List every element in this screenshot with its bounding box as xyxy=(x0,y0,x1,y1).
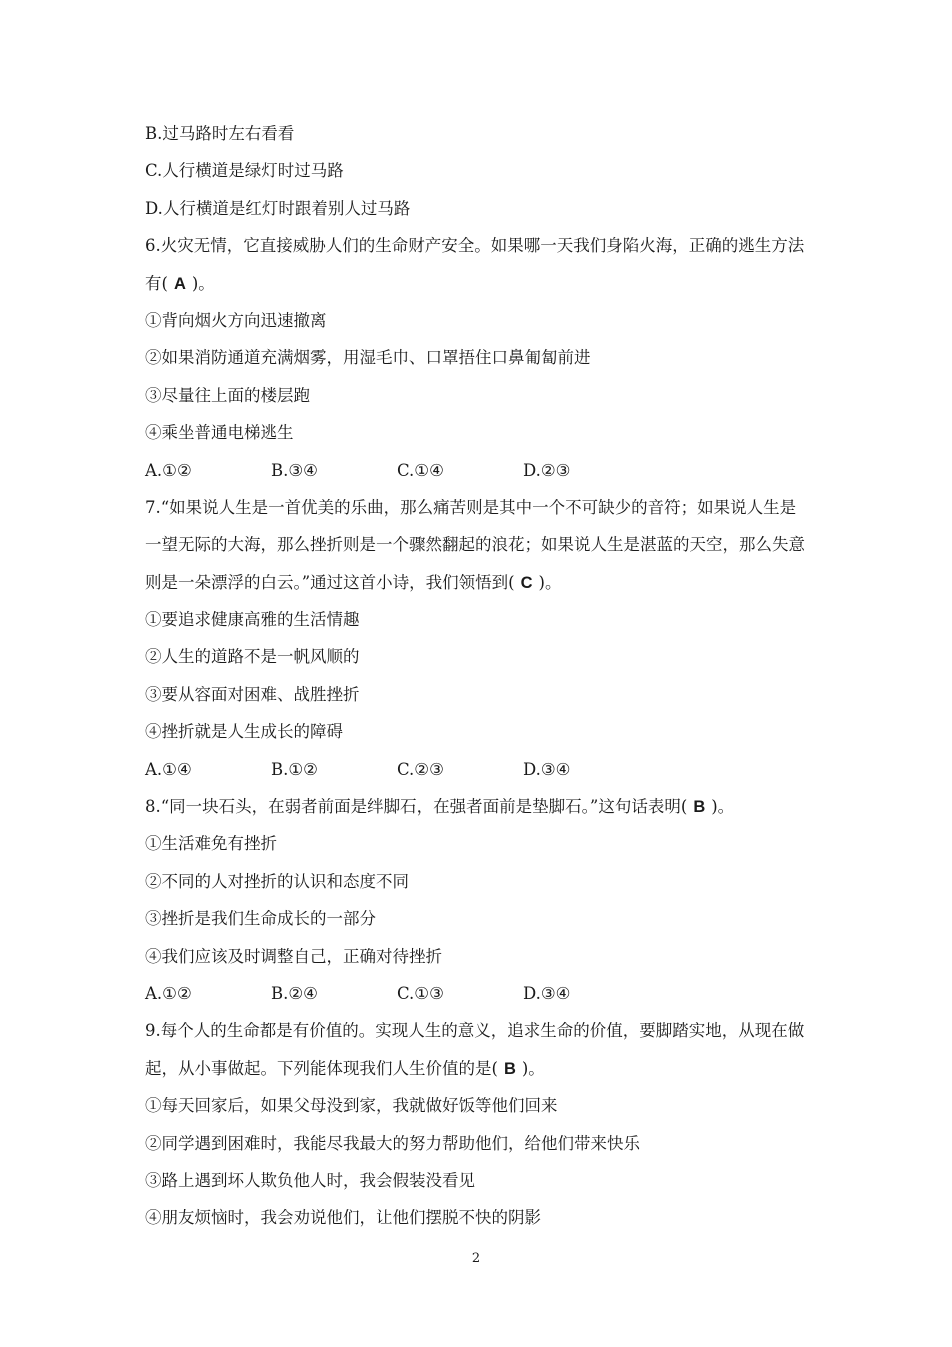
q8-choice-d: D.③④ xyxy=(523,983,571,1003)
q5-option-d: D.人行横道是红灯时跟着别人过马路 xyxy=(145,198,411,218)
q6-choice-b: B.③④ xyxy=(271,460,318,480)
q8-statement-3: ③挫折是我们生命成长的一部分 xyxy=(145,909,376,929)
q7-statement-4: ④挫折就是人生成长的障碍 xyxy=(145,722,343,742)
q7-stem-line-2: 一望无际的大海，那么挫折则是一个骤然翻起的浪花；如果说人生是湛蓝的天空，那么失意 xyxy=(145,535,805,555)
q6-statement-2: ②如果消防通道充满烟雾，用湿毛巾、口罩捂住口鼻匍匐前进 xyxy=(145,348,591,368)
q6-answer: A xyxy=(173,274,186,293)
q7-choice-d: D.③④ xyxy=(523,759,571,779)
q7-choice-c: C.②③ xyxy=(397,759,444,779)
q6-choices xyxy=(145,452,845,489)
page-content xyxy=(145,115,845,1237)
q7-choices xyxy=(145,751,845,788)
q8-stem-tail-before: 8.“同一块石头，在弱者前面是绊脚石，在强者面前是垫脚石。”这句话表明( xyxy=(145,797,688,817)
q8-statement-4: ④我们应该及时调整自己，正确对待挫折 xyxy=(145,946,442,966)
q5-option-c: C.人行横道是绿灯时过马路 xyxy=(145,161,344,181)
q6-choice-a: A.①② xyxy=(145,460,192,480)
q7-statement-2: ②人生的道路不是一帆风顺的 xyxy=(145,647,360,667)
q5-option-b: B.过马路时左右看看 xyxy=(145,124,295,143)
q7-stem-tail-before: 则是一朵漂浮的白云。”通过这首小诗，我们领悟到( xyxy=(145,572,515,592)
q8-choice-b: B.②④ xyxy=(271,983,318,1003)
q6-stem-tail-before: 有( xyxy=(145,273,168,293)
q9-statement-4: ④朋友烦恼时，我会劝说他们，让他们摆脱不快的阴影 xyxy=(145,1208,541,1228)
q8-stem-line-1 xyxy=(145,788,845,825)
q9-statement-2: ②同学遇到困难时，我能尽我最大的努力帮助他们，给他们带来快乐 xyxy=(145,1133,640,1153)
q9-stem-tail-after: )。 xyxy=(521,1058,545,1078)
q9-stem-tail-before: 起，从小事做起。下列能体现我们人生价值的是( xyxy=(145,1058,498,1078)
q7-choice-a: A.①④ xyxy=(145,759,192,779)
page-number: 2 xyxy=(471,1251,481,1266)
q8-statement-2: ②不同的人对挫折的认识和态度不同 xyxy=(145,871,409,891)
q8-choice-a: A.①② xyxy=(145,983,192,1003)
q6-statement-1: ①背向烟火方向迅速撤离 xyxy=(145,310,327,330)
q6-stem-line-2 xyxy=(145,265,845,302)
q9-statement-1: ①每天回家后，如果父母没到家，我就做好饭等他们回来 xyxy=(145,1096,558,1116)
q7-choice-b: B.①② xyxy=(271,759,318,779)
q7-stem-line-1: 7.“如果说人生是一首优美的乐曲，那么痛苦则是其中一个不可缺少的音符；如果说人生是 xyxy=(145,497,797,517)
q6-choice-c: C.①④ xyxy=(397,460,444,480)
q8-choice-c: C.①③ xyxy=(397,983,444,1003)
q7-stem-line-3 xyxy=(145,564,845,601)
q9-answer: B xyxy=(503,1059,516,1078)
q7-statement-1: ①要追求健康高雅的生活情趣 xyxy=(145,610,360,630)
q6-choice-d: D.②③ xyxy=(523,460,571,480)
q8-choices xyxy=(145,975,845,1012)
q9-stem-line-2 xyxy=(145,1050,845,1087)
q9-statement-3: ③路上遇到坏人欺负他人时，我会假装没看见 xyxy=(145,1170,475,1190)
q6-statement-4: ④乘坐普通电梯逃生 xyxy=(145,423,294,443)
q7-stem-tail-after: )。 xyxy=(538,572,562,592)
q6-stem-line-1: 6.火灾无情，它直接威胁人们的生命财产安全。如果哪一天我们身陷火海，正确的逃生方法 xyxy=(145,236,805,256)
q8-statement-1: ①生活难免有挫折 xyxy=(145,834,277,854)
q6-statement-3: ③尽量往上面的楼层跑 xyxy=(145,385,310,405)
q9-stem-line-1: 9.每个人的生命都是有价值的。实现人生的意义，追求生命的价值，要脚踏实地，从现在做 xyxy=(145,1021,805,1041)
q7-statement-3: ③要从容面对困难、战胜挫折 xyxy=(145,684,360,704)
q8-stem-tail-after: )。 xyxy=(711,797,735,817)
q7-answer: C xyxy=(520,573,533,592)
q6-stem-tail-after: )。 xyxy=(191,273,215,293)
q8-answer: B xyxy=(693,798,706,817)
